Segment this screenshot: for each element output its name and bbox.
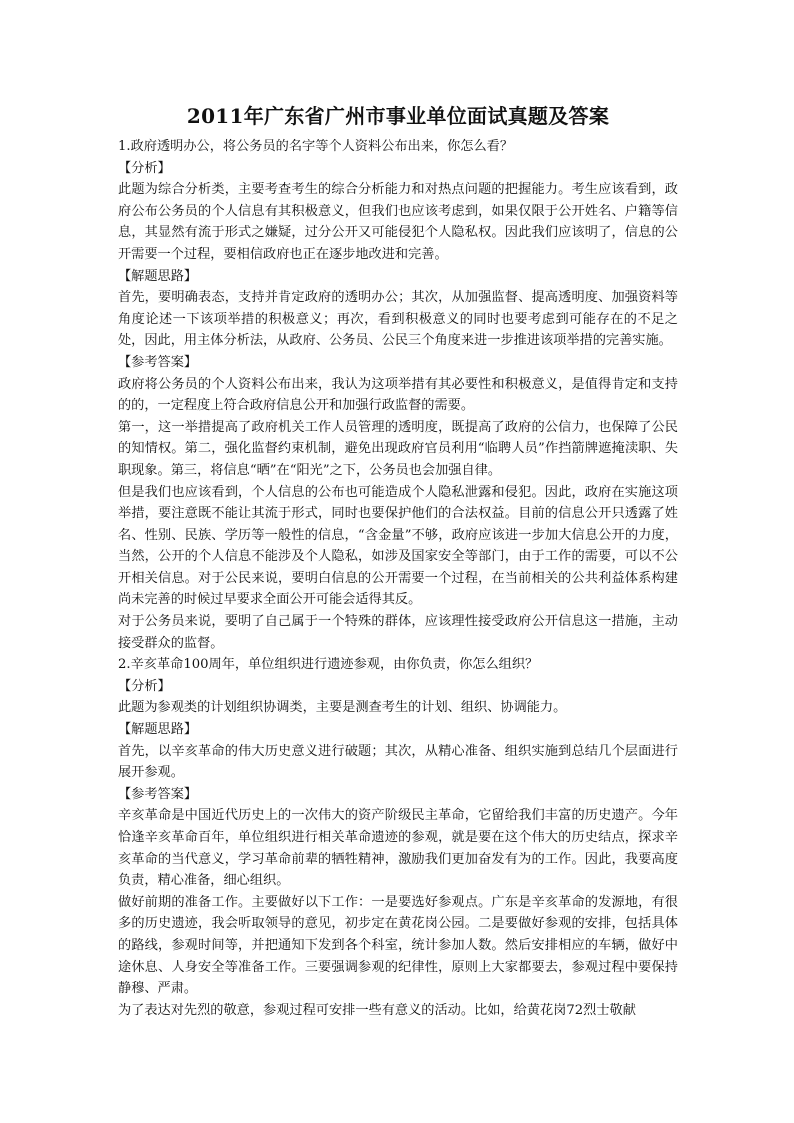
question-2: 2.辛亥革命100周年，单位组织进行遗迹参观，由你负责，你怎么组织？ — [118, 657, 539, 673]
q1-answer-label: 【参考答案】 — [118, 354, 198, 370]
q1-analysis-label: 【分析】 — [118, 160, 171, 176]
q1-answer-paragraph: 第一，这一举措提高了政府机关工作人员管理的透明度，既提高了政府的公信力，也保障了公民的知情权。第二，强化监督约束机制，避免出现政府官员利用“临聘人员”作挡箭牌遮掩渎职、失职现象。第三，将信息“晒”在“阳光”之下，公务员也会加强自律。 — [118, 419, 678, 478]
q1-answer-paragraph: 但是我们也应该看到，个人信息的公布也可能造成个人隐私泄露和侵犯。因此，政府在实施这项举措，要注意既不能让其流于形式，同时也要保护他们的合法权益。目前的信息公开只透露了姓名、性别、民族、学历等一般性的信息，“含金量”不够，政府应该进一步加大信息公开的力度，当然，公开的个人信息不能涉及个人隐私，如涉及国家安全等部门，由于工作的需要，可以不公开相关信息。对于公民来说，要明白信息的公开需要一个过程，在当前相关的公共利益体系构建尚未完善的时候过早要求全面公开可能会适得其反。 — [118, 484, 678, 608]
q1-analysis-text: 此题为综合分析类，主要考查考生的综合分析能力和对热点问题的把握能力。考生应该看到，政府公布公务员的个人信息有其积极意义，但我们也应该考虑到，如果仅限于公开姓名、户籍等信息，其显然有流于形式之嫌疑，过分公开又可能侵犯个人隐私权。因此我们应该明了，信息的公开需要一个过程，要相信政府也正在逐步地改进和完善。 — [118, 182, 678, 262]
q1-approach-label: 【解题思路】 — [118, 268, 198, 284]
q2-answer-paragraph: 辛亥革命是中国近代历史上的一次伟大的资产阶级民主革命，它留给我们丰富的历史遗产。今年恰逢辛亥革命百年，单位组织进行相关革命遗迹的参观，就是要在这个伟大的历史结点，探求辛亥革命的当代意义，学习革命前辈的牺牲精神，激励我们更加奋发有为的工作。因此，我要高度负责，精心准备，细心组织。 — [118, 808, 678, 889]
q2-approach-text: 首先，以辛亥革命的伟大历史意义进行破题；其次，从精心准备、组织实施到总结几个层面进行展开参观。 — [118, 743, 678, 781]
q2-answer-label: 【参考答案】 — [118, 786, 198, 802]
q2-answer-paragraph: 做好前期的准备工作。主要做好以下工作：一是要选好参观点。广东是辛亥革命的发源地，有很多的历史遗迹，我会听取领导的意见，初步定在黄花岗公园。二是要做好参观的安排，包括具体的路线，参观时间等，并把通知下发到各个科室，统计参加人数。然后安排相应的车辆，做好中途休息、人身安全等准备工作。三要强调参观的纪律性，原则上大家都要去，参观过程中要保持静穆、严肃。 — [118, 894, 678, 997]
q2-answer-paragraph: 为了表达对先烈的敬意，参观过程可安排一些有意义的活动。比如，给黄花岗72烈士敬献 — [118, 1002, 636, 1018]
document-page — [118, 102, 678, 1021]
page-title: 2011年广东省广州市事业单位面试真题及答案 — [186, 104, 610, 128]
q1-approach-text: 首先，要明确表态，支持并肯定政府的透明办公；其次，从加强监督、提高透明度、加强资料等角度论述一下该项举措的积极意义；再次，看到积极意义的同时也要考虑到可能存在的不足之处，因此，用主体分析法，从政府、公务员、公民三个角度来进一步推进该项举措的完善实施。 — [118, 290, 678, 349]
q2-approach-label: 【解题思路】 — [118, 722, 198, 738]
q2-analysis-text: 此题为参观类的计划组织协调类，主要是测查考生的计划、组织、协调能力。 — [118, 700, 567, 716]
q1-answer-paragraph: 对于公务员来说，要明了自己属于一个特殊的群体，应该理性接受政府公开信息这一措施，主动接受群众的监督。 — [118, 614, 678, 651]
q1-answer-paragraph: 政府将公务员的个人资料公布出来，我认为这项举措有其必要性和积极意义，是值得肯定和支持的的，一定程度上符合政府信息公开和加强行政监督的需要。 — [118, 376, 678, 414]
q2-analysis-label: 【分析】 — [118, 678, 171, 694]
question-1: 1.政府透明办公，将公务员的名字等个人资料公布出来，你怎么看？ — [118, 139, 514, 154]
